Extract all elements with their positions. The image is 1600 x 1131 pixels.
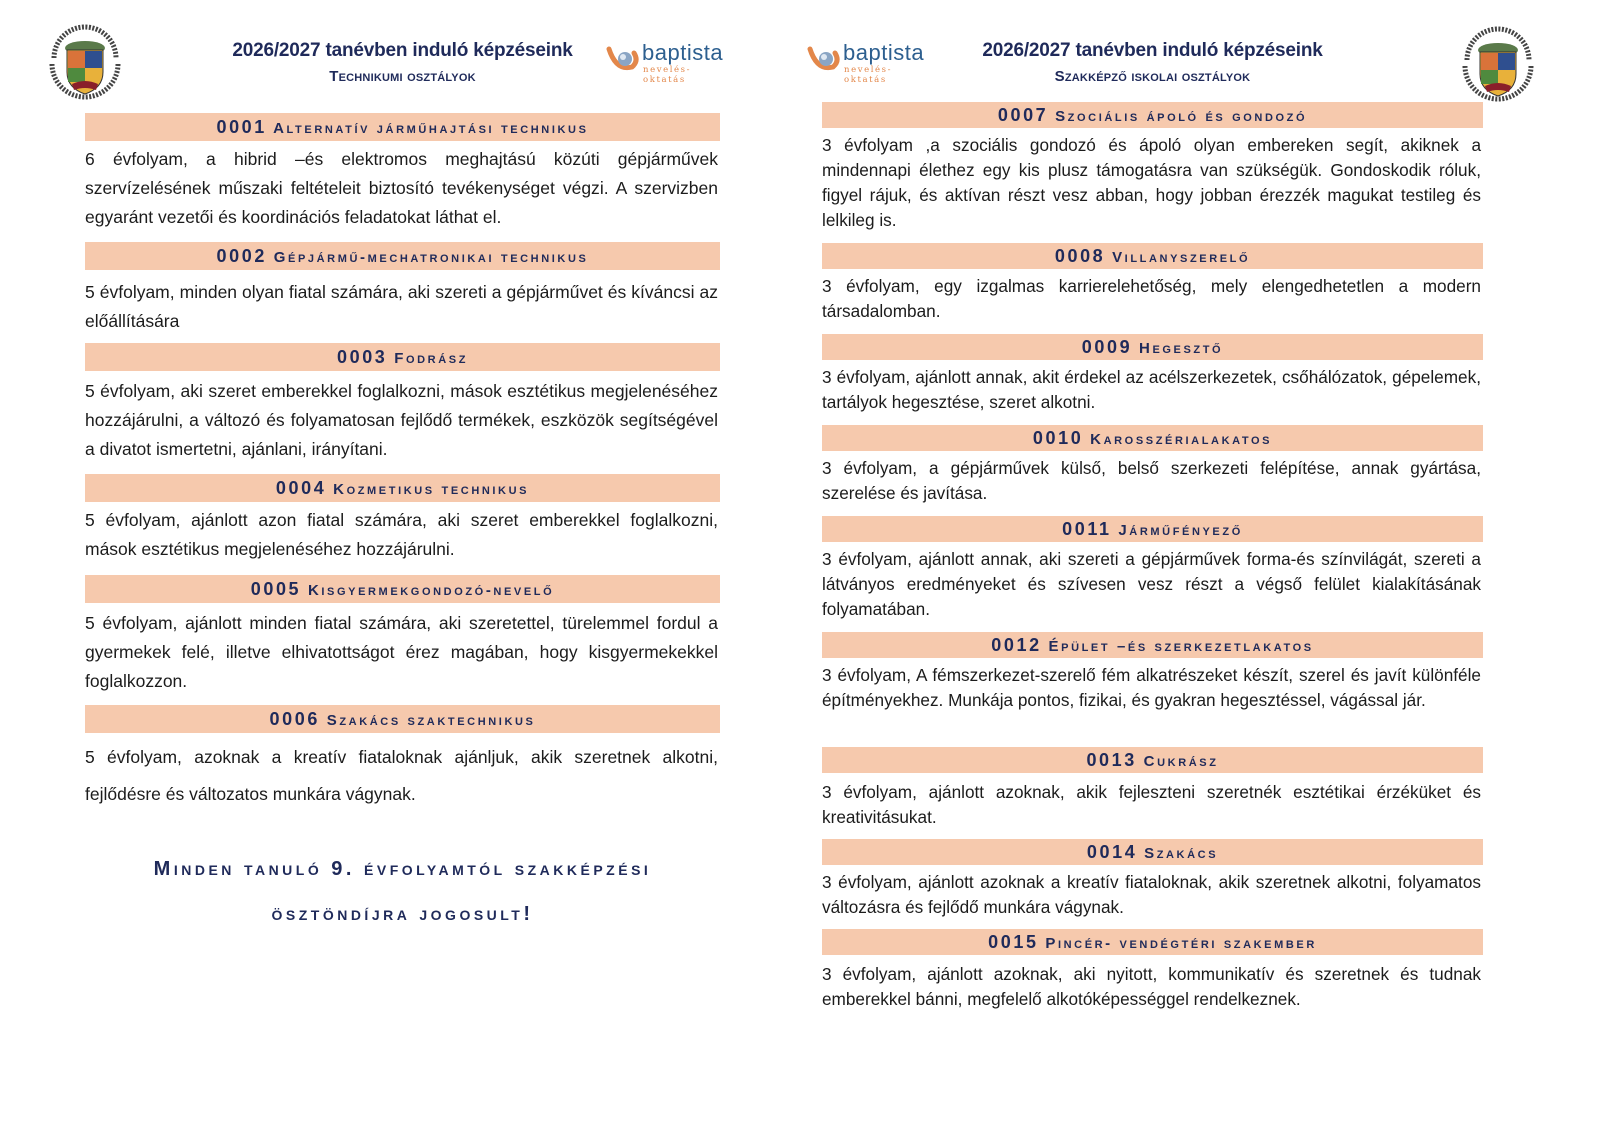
course-heading: 0002 Gépjármű-mechatronikai technikus: [85, 242, 720, 270]
course-heading: 0004 Kozmetikus technikus: [85, 474, 720, 502]
course-heading: 0011 Járműfényező: [822, 516, 1483, 542]
baptista-logo: [606, 40, 730, 85]
baptista-logo-sub: nevelés-oktatás: [844, 65, 893, 85]
course-section: [822, 102, 1483, 233]
course-section: [822, 632, 1483, 713]
course-heading: 0007 Szociális ápoló és gondozó: [822, 102, 1483, 128]
course-section: [822, 839, 1483, 920]
course-description: 5 évfolyam, ajánlott azon fiatal számára, aki szeret emberekkel foglalkozni, mások esztétikus megjelenéséhez hozzájárulni.: [85, 510, 718, 559]
course-heading: 0001 Alternatív járműhajtási technikus: [85, 113, 720, 141]
page-title: 2026/2027 tanévben induló képzéseink: [232, 40, 573, 61]
course-section: [85, 113, 720, 232]
course-description: 6 évfolyam, a hibrid –és elektromos meghajtású közúti gépjárművek szervízelésének műszaki feltételeit biztosító tevékenységet végzi. A szervizben egyaránt vezetői és koordinációs feladatokat láthat el.: [85, 149, 718, 227]
header-title-block: [950, 40, 1355, 85]
scholarship-line-2: ösztöndíjra jogosult!: [271, 903, 534, 925]
course-description: 3 évfolyam, A fémszerkezet-szerelő fém alkatrészeket készít, szerel és javít különféle építményekhez. Munkája pontos, fizikai, és gyakran hegesztéssel, vágással jár.: [822, 665, 1481, 710]
course-description: 5 évfolyam, ajánlott minden fiatal számára, aki szeretettel, türelemmel fordul a gyermekek felé, illetve elhivatottságot érez magában, hogy kisgyermekekkel foglalkozzon.: [85, 613, 718, 691]
course-description: 3 évfolyam, ajánlott azoknak a kreatív fiataloknak, akik szeretnek alkotni, folyamatos változásra és fejlődő munkára vágynak.: [822, 872, 1481, 917]
course-heading: 0009 Hegesztő: [822, 334, 1483, 360]
course-description: 3 évfolyam, a gépjárművek külső, belső szerkezeti felépítése, annak gyártása, szerelése és javítása.: [822, 458, 1481, 503]
course-heading: 0010 Karosszérialakatos: [822, 425, 1483, 451]
school-crest-logo: [1455, 20, 1541, 106]
course-description: 3 évfolyam ,a szociális gondozó és ápoló olyan embereken segít, akiknek a mindennapi élethez egy kis plusz támogatásra van szükségük. Gondoskodik róluk, figyel rájuk, és aktívan részt vesz abban, hogy jobban érezzék magukat testileg és lelkileg is.: [822, 135, 1481, 230]
baptista-logo-word: baptista: [642, 40, 724, 65]
course-section: [822, 243, 1483, 324]
course-heading: 0005 Kisgyermekgondozó-nevelő: [85, 575, 720, 603]
course-section: [822, 747, 1483, 830]
course-description: 3 évfolyam, ajánlott annak, aki szereti a gépjárművek forma-és színvilágát, szereti a látványos eredményeket és szívesen vesz részt a végső felület kialakításának folyamatában.: [822, 549, 1481, 619]
page-subtitle: Szakképző iskolai osztályok: [1054, 68, 1251, 85]
course-section: [822, 425, 1483, 506]
course-heading: 0003 Fodrász: [85, 343, 720, 371]
baptista-logo-word: baptista: [843, 40, 925, 65]
page-title: 2026/2027 tanévben induló képzéseink: [982, 40, 1323, 61]
course-heading: 0008 Villanyszerelő: [822, 243, 1483, 269]
course-description: 5 évfolyam, aki szeret emberekkel foglalkozni, mások esztétikus megjelenéséhez hozzájárulni, a változó és folyamatosan fejlődő termékek, eszközök segítségével a divatot ismertetni, ajánlani, irányítani.: [85, 381, 718, 459]
page-subtitle: Technikumi osztályok: [329, 68, 476, 85]
course-description: 5 évfolyam, minden olyan fiatal számára, aki szereti a gépjárművet és kíváncsi az előállítására: [85, 282, 718, 331]
course-heading: 0014 Szakács: [822, 839, 1483, 865]
course-description: 3 évfolyam, ajánlott annak, akit érdekel az acélszerkezetek, csőhálózatok, gépelemek, tartályok hegesztése, szeret alkotni.: [822, 367, 1481, 412]
baptista-logo: [807, 40, 931, 85]
baptista-logo-icon: [807, 41, 841, 75]
school-crest-logo: [42, 18, 128, 104]
course-section: [822, 334, 1483, 415]
course-description: 5 évfolyam, azoknak a kreatív fiataloknak ajánljuk, akik szeretnek alkotni, fejlődésre és változatos munkára vágynak.: [85, 747, 718, 804]
course-heading: 0015 Pincér- vendégtéri szakember: [822, 929, 1483, 955]
course-section: [822, 929, 1483, 1012]
course-heading: 0013 Cukrász: [822, 747, 1483, 773]
course-section: [85, 705, 720, 813]
course-heading: 0006 Szakács szaktechnikus: [85, 705, 720, 733]
course-section: [85, 474, 720, 564]
header-title-block: [200, 40, 605, 85]
baptista-logo-icon: [606, 41, 640, 75]
course-heading: 0012 Épület –és szerkezetlakatos: [822, 632, 1483, 658]
scholarship-line-1: Minden tanuló 9. évfolyamtól szakképzési: [153, 858, 652, 880]
course-description: 3 évfolyam, egy izgalmas karrierelehetőség, mely elengedhetetlen a modern társadalomban.: [822, 276, 1481, 321]
course-section: [85, 242, 720, 336]
course-section: [822, 516, 1483, 622]
course-description: 3 évfolyam, ajánlott azoknak, aki nyitott, kommunikatív és szeretnek és tudnak emberekkel bánni, megfelelő alkotóképességgel rendelkeznek.: [822, 964, 1481, 1009]
course-section: [85, 575, 720, 696]
baptista-logo-sub: nevelés-oktatás: [643, 65, 692, 85]
scholarship-notice: [85, 858, 720, 926]
course-section: [85, 343, 720, 464]
course-description: 3 évfolyam, ajánlott azoknak, akik fejleszteni szeretnék esztétikai érzéküket és kreativitásukat.: [822, 782, 1481, 827]
